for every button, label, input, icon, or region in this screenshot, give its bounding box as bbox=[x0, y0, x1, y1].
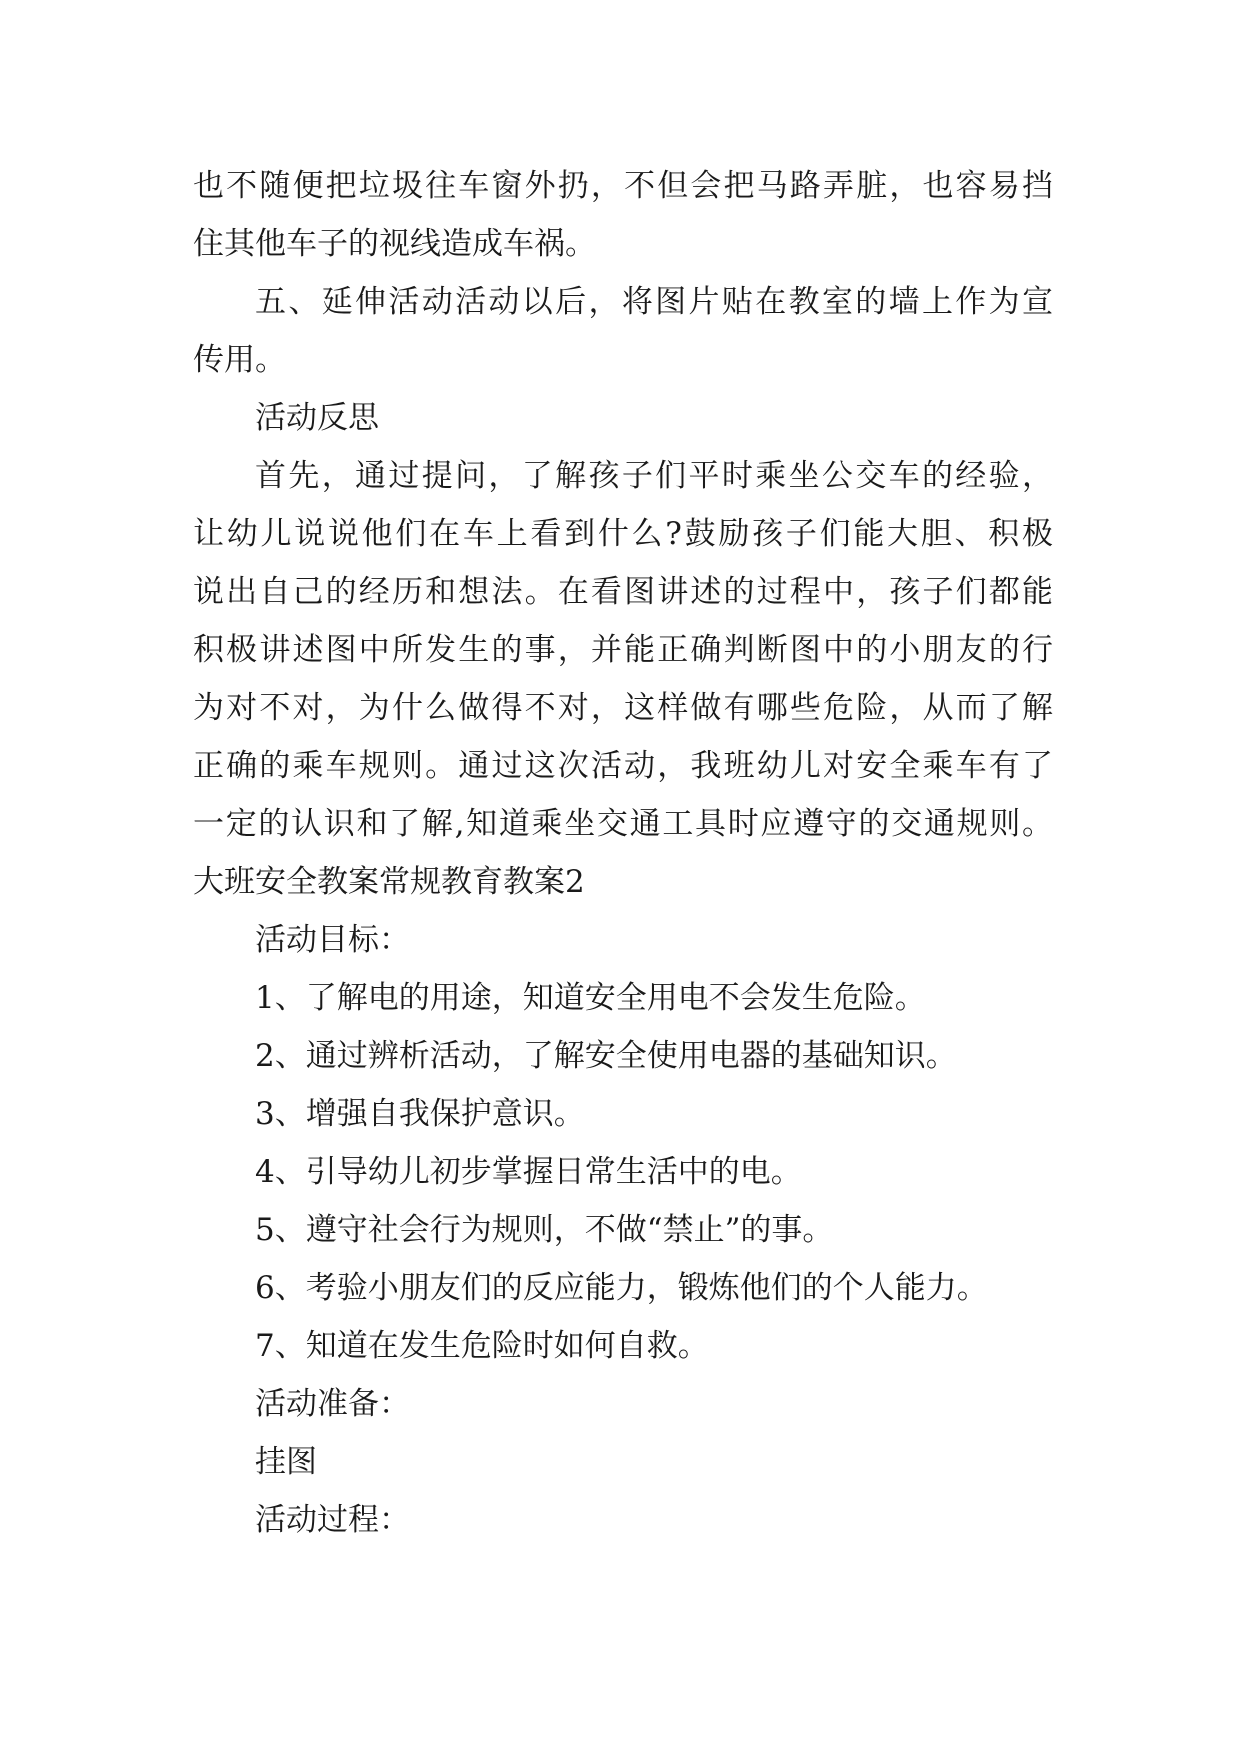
paragraph-line: 说出自己的经历和想法。在看图讲述的过程中，孩子们都能 bbox=[193, 574, 1053, 610]
list-item: 7、知道在发生危险时如何自救。 bbox=[255, 1328, 709, 1364]
list-item: 6、考验小朋友们的反应能力，锻炼他们的个人能力。 bbox=[255, 1270, 988, 1306]
paragraph-line: 积极讲述图中所发生的事，并能正确判断图中的小朋友的行 bbox=[193, 632, 1053, 668]
section-heading: 活动准备： bbox=[255, 1386, 410, 1422]
list-item: 3、增强自我保护意识。 bbox=[255, 1096, 585, 1132]
list-item: 2、通过辨析活动，了解安全使用电器的基础知识。 bbox=[255, 1038, 957, 1074]
list-item: 1、了解电的用途，知道安全用电不会发生危险。 bbox=[255, 980, 926, 1016]
paragraph-line: 首先，通过提问，了解孩子们平时乘坐公交车的经验， bbox=[255, 458, 1053, 494]
paragraph-line: 传用。 bbox=[193, 342, 286, 378]
list-item: 4、引导幼儿初步掌握日常生活中的电。 bbox=[255, 1154, 802, 1190]
paragraph-line: 一定的认识和了解,知道乘坐交通工具时应遵守的交通规则。 bbox=[193, 806, 1053, 842]
section-heading: 活动过程： bbox=[255, 1502, 410, 1538]
paragraph-line: 挂图 bbox=[255, 1444, 317, 1480]
paragraph-line: 住其他车子的视线造成车祸。 bbox=[193, 226, 596, 262]
document-title: 大班安全教案常规教育教案2 bbox=[193, 864, 585, 900]
document-page bbox=[193, 157, 1053, 1549]
paragraph-line: 正确的乘车规则。通过这次活动，我班幼儿对安全乘车有了 bbox=[193, 748, 1053, 784]
paragraph-line: 为对不对，为什么做得不对，这样做有哪些危险，从而了解 bbox=[193, 690, 1053, 726]
paragraph-line: 让幼儿说说他们在车上看到什么?鼓励孩子们能大胆、积极 bbox=[193, 516, 1053, 552]
paragraph-line: 也不随便把垃圾往车窗外扔，不但会把马路弄脏，也容易挡 bbox=[193, 168, 1053, 204]
list-item: 5、遵守社会行为规则，不做“禁止”的事。 bbox=[255, 1212, 834, 1248]
paragraph-line: 五、延伸活动活动以后，将图片贴在教室的墙上作为宣 bbox=[255, 284, 1053, 320]
section-heading: 活动反思 bbox=[255, 400, 379, 436]
section-heading: 活动目标： bbox=[255, 922, 410, 958]
